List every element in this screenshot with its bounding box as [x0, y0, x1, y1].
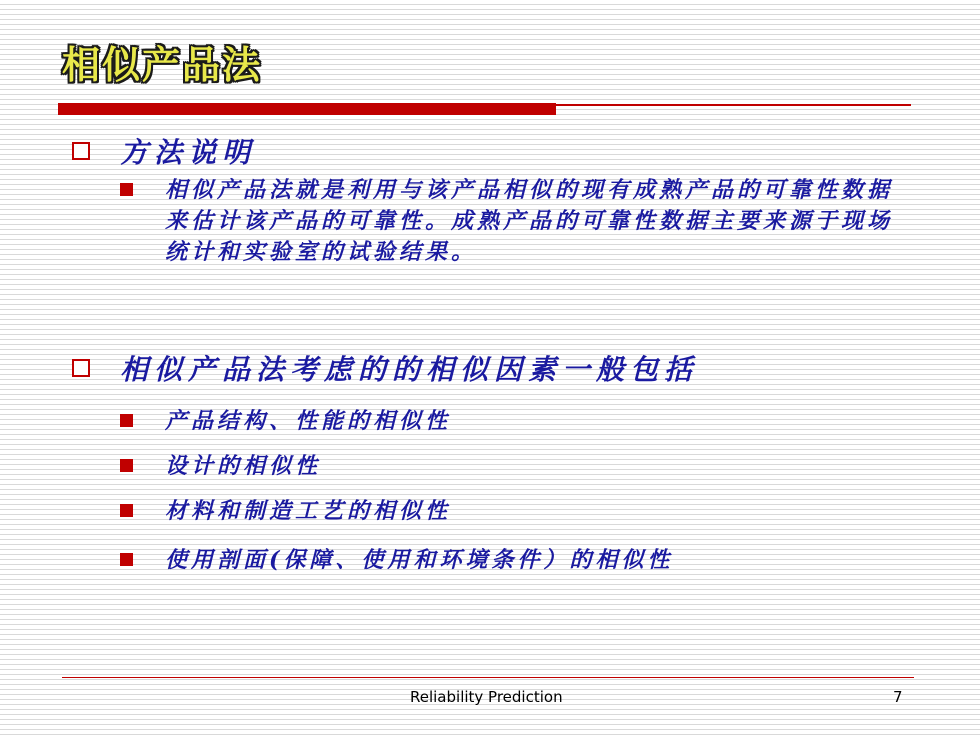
factor-item — [120, 406, 451, 437]
method-description-text: 相似产品法就是利用与该产品相似的现有成熟产品的可靠性数据来估计该产品的可靠性。成熟产品的可靠性数据主要来源于现场统计和实验室的试验结果。 — [165, 177, 894, 265]
hollow-square-bullet-icon — [72, 142, 90, 160]
section-heading-factors — [72, 348, 698, 388]
filled-square-bullet-icon — [120, 183, 133, 196]
factor-item — [120, 496, 451, 527]
title-underline-bar — [58, 103, 556, 115]
footer-divider — [62, 677, 914, 678]
slide-title: 相似产品法 — [62, 43, 263, 87]
filled-square-bullet-icon — [120, 504, 133, 517]
method-description — [165, 175, 905, 268]
factor-item — [120, 451, 321, 482]
factor-item-text: 材料和制造工艺的相似性 — [165, 498, 452, 524]
title-underline-line — [556, 104, 911, 106]
filled-square-bullet-icon — [120, 414, 133, 427]
factor-item — [120, 545, 673, 576]
section-heading-method — [72, 131, 256, 171]
factor-item-text: 使用剖面(保障、使用和环境条件）的相似性 — [165, 547, 674, 573]
section-heading-text: 方法说明 — [120, 136, 257, 169]
section-heading-text: 相似产品法考虑的的相似因素一般包括 — [120, 353, 699, 386]
page-number: 7 — [893, 688, 903, 706]
filled-square-bullet-icon — [120, 553, 133, 566]
footer-title: Reliability Prediction — [410, 688, 563, 706]
filled-square-bullet-icon — [120, 459, 133, 472]
factor-item-text: 产品结构、性能的相似性 — [165, 408, 452, 434]
factor-item-text: 设计的相似性 — [165, 453, 322, 479]
hollow-square-bullet-icon — [72, 359, 90, 377]
